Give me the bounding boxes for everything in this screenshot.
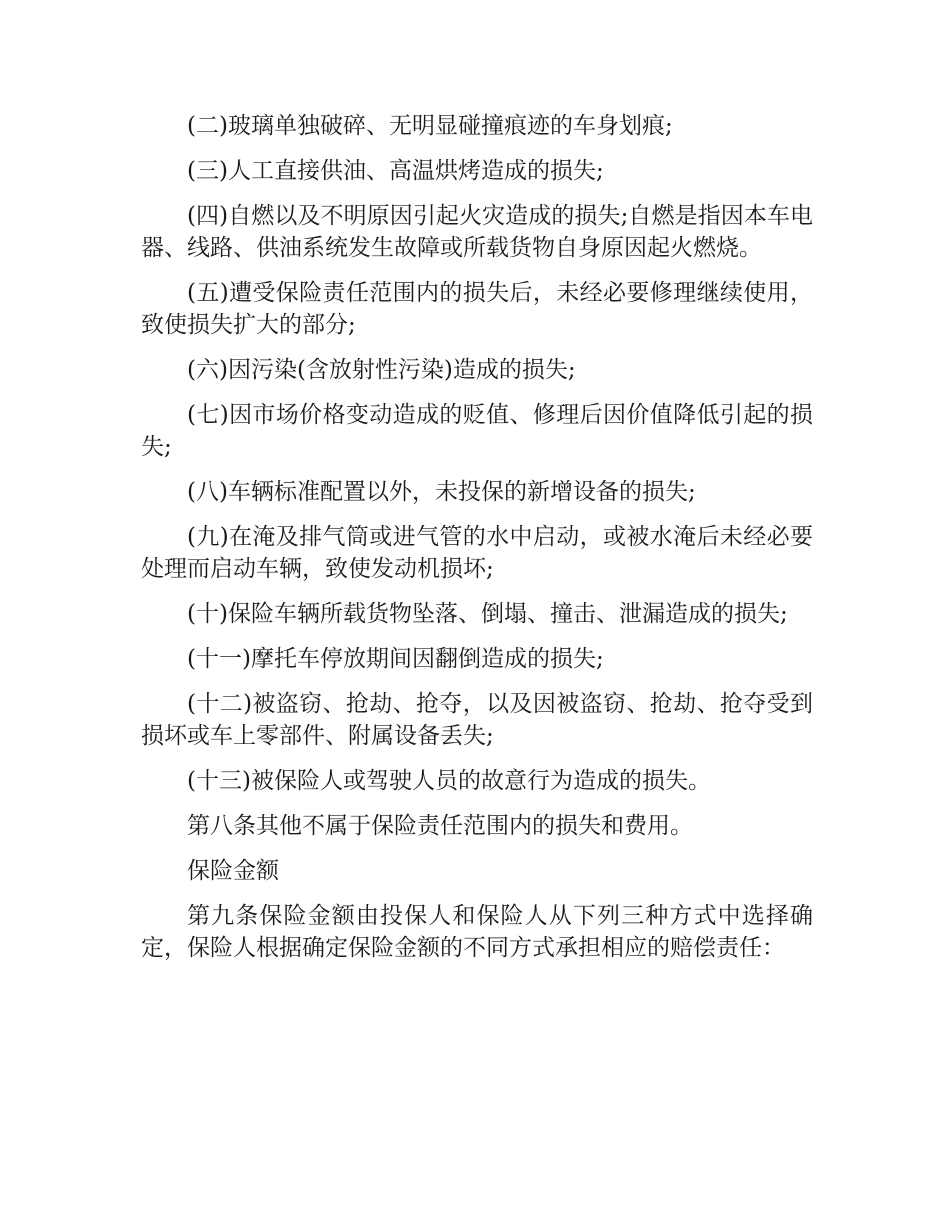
clause-item-8: (八)车辆标准配置以外，未投保的新增设备的损失; — [187, 479, 696, 505]
document-body — [141, 110, 813, 977]
clause-item-11: (十一)摩托车停放期间因翻倒造成的损失; — [187, 646, 604, 672]
clause-item-6: (六)因污染(含放射性污染)造成的损失; — [187, 357, 576, 383]
clause-item-2: (二)玻璃单独破碎、无明显碰撞痕迹的车身划痕; — [187, 113, 673, 139]
clause-item-9: (九)在淹及排气筒或进气管的水中启动，或被水淹后未经必要处理而启动车辆，致使发动机损坏; — [141, 524, 813, 582]
article-9: 第九条保险金额由投保人和保险人从下列三种方式中选择确定，保险人根据确定保险金额的不同方式承担相应的赔偿责任： — [141, 903, 813, 961]
clause-item-3: (三)人工直接供油、高温烘烤造成的损失; — [187, 158, 604, 184]
clause-item-5: (五)遭受保险责任范围内的损失后，未经必要修理继续使用，致使损失扩大的部分; — [141, 280, 813, 338]
clause-item-13: (十三)被保险人或驾驶人员的故意行为造成的损失。 — [187, 768, 711, 794]
section-heading-insured-amount: 保险金额 — [187, 858, 279, 884]
clause-item-4: (四)自燃以及不明原因引起火灾造成的损失;自燃是指因本车电器、线路、供油系统发生故障或所载货物自身原因起火燃烧。 — [141, 203, 813, 261]
clause-item-12: (十二)被盗窃、抢劫、抢夺，以及因被盗窃、抢劫、抢夺受到损坏或车上零部件、附属设备丢失; — [141, 691, 813, 749]
clause-item-10: (十)保险车辆所载货物坠落、倒塌、撞击、泄漏造成的损失; — [187, 601, 788, 627]
clause-item-7: (七)因市场价格变动造成的贬值、修理后因价值降低引起的损失; — [141, 402, 813, 460]
article-8: 第八条其他不属于保险责任范围内的损失和费用。 — [187, 813, 693, 839]
